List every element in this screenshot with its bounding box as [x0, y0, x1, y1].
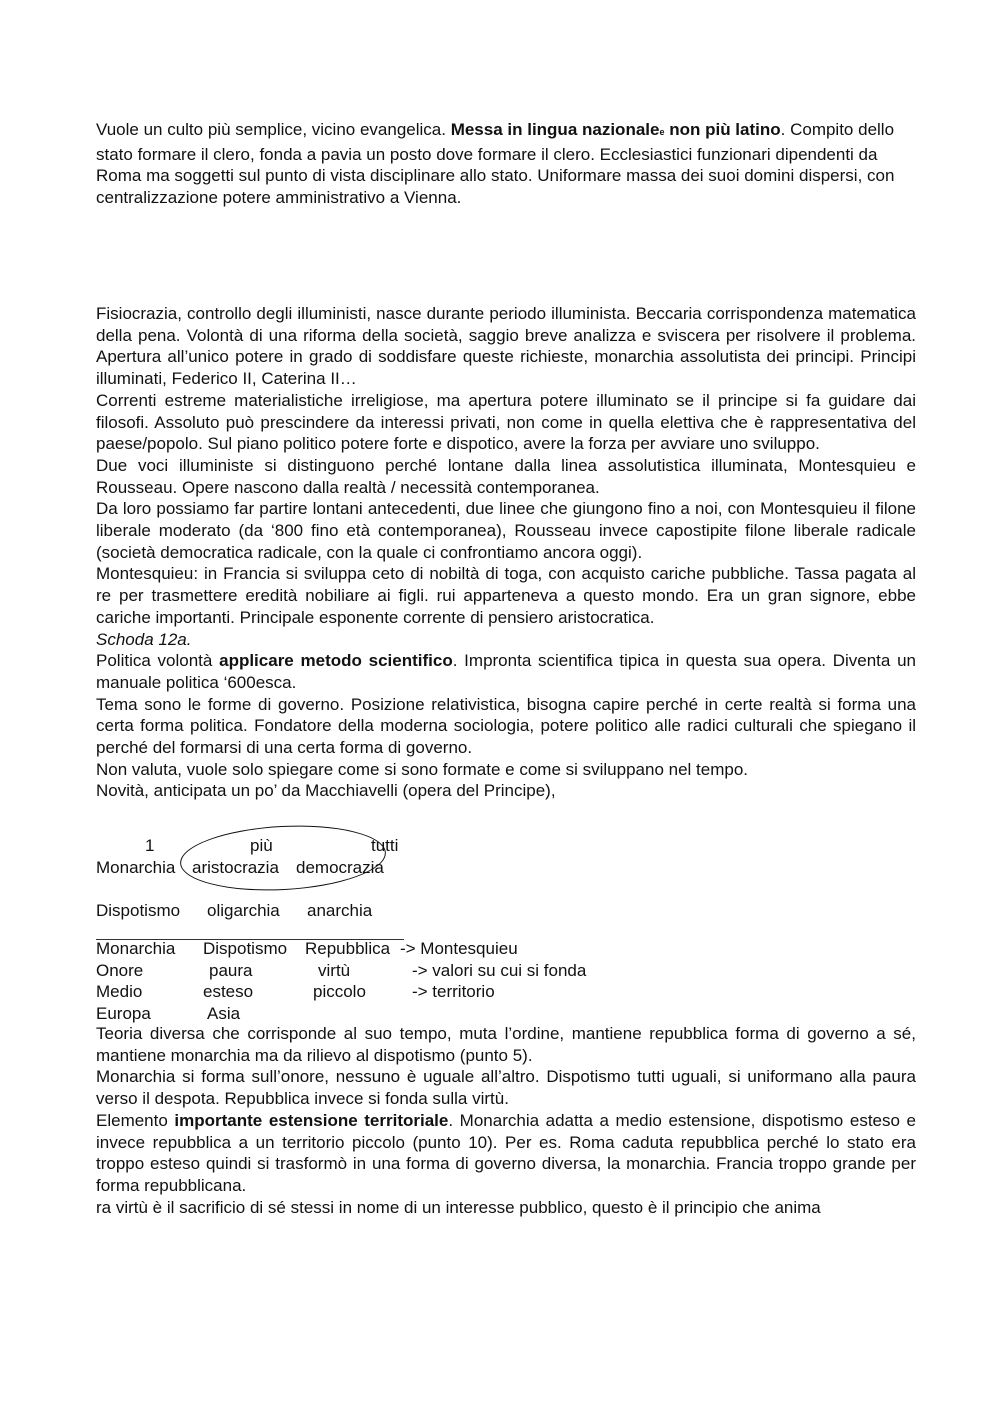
paragraph-antecedenti: Da loro possiamo far partire lontani antecedenti, due linee che giungono fino a noi, con Montesquieu il filone liberale moderato (da ‘800 fino età contemporanea), Rousseau invece capostipite filone liberale radicale (società democratica radicale, con la quale ci confrontiamo ancora oggi).	[96, 499, 916, 562]
form-dispotismo: Dispotismo	[96, 901, 181, 921]
paragraph-metodo: Politica volontà applicare metodo scientifico. Impronta scientifica tipica in questa sua opera. Diventa un manuale politica ‘600esca.	[96, 651, 916, 692]
table-cell: -> territorio	[412, 982, 495, 1002]
notes-body	[96, 303, 916, 802]
bold-phrase: importante estensione territoriale	[174, 1110, 449, 1130]
form-anarchia: anarchia	[307, 901, 373, 921]
table-header-cell: Dispotismo	[203, 939, 288, 958]
paragraph-onore: Monarchia si forma sull’onore, nessuno è uguale all’altro. Dispotismo tutti uguali, si uniformano alla paura verso il despota. Repubblica invece si fonda sulla virtù.	[96, 1067, 916, 1109]
table-header-cell: Monarchia	[96, 939, 176, 958]
table-cell: Europa	[96, 1004, 151, 1024]
paragraph-fisiocrazia: Fisiocrazia, controllo degli illuministi, nasce durante periodo illuminista. Beccaria corrispondenza matematica della pena. Volontà di una riforma della società, saggio breve analizza e sviscera per risolvere il problema. Apertura all’unico potere in grado di soddisfare queste richieste, monarchia assolutista dei principi. Principi illuminati, Federico II, Caterina II…	[96, 304, 916, 389]
paragraph-non-valuta: Non valuta, vuole solo spiegare come si sono formate e come si sviluppano nel tempo.	[96, 759, 749, 779]
table-cell: paura	[209, 960, 253, 980]
header-mark	[480, 0, 520, 4]
paragraph-text: Vuole un culto più semplice, vicino evangelica. Messa in lingua nazionalee non più latino. Compito dello stato formare il clero, fonda a pavia un posto dove formare il clero. Ecclesiastici funzionari dipendenti da Roma ma soggetti sul punto di vista disciplinare allo stato. Uniformare massa dei suoi domini dispersi, con centralizzazione potere amministrativo a Vienna.	[96, 120, 895, 208]
table-cell: piccolo	[313, 982, 366, 1002]
count-many: più	[250, 836, 273, 855]
table-header-cell: -> Montesquieu	[400, 939, 518, 958]
form-aristocrazia: aristocrazia	[192, 857, 279, 877]
table-cell: virtù	[318, 960, 351, 980]
table-row	[96, 1003, 916, 1025]
form-oligarchia: oligarchia	[207, 901, 280, 921]
paragraph-estensione: Elemento importante estensione territoriale. Monarchia adatta a medio estensione, dispotismo esteso e invece repubblica a un territorio piccolo (punto 10). Per es. Roma caduta repubblica perché lo stato era troppo esteso quindi si trasformò in una forma di governo diversa, la monarchia. Francia troppo grande per forma repubblicana.	[96, 1110, 916, 1195]
paragraph-montesquieu: Montesquieu: in Francia si sviluppa ceto di nobiltà di toga, con acquisto cariche pubbliche. Tassa pagata al re per trasmettere eredità nobiliare ai figli. rui apparteneva a questo mondo. Era un gran signore, ebbe cariche importanti. Principale esponente corrente di pensiero aristocratica.	[96, 564, 916, 627]
superscript-mark: e	[659, 127, 665, 137]
bold-phrase: Messa in lingua nazionale	[450, 120, 660, 139]
paragraph-tema: Tema sono le forme di governo. Posizione relativistica, bisogna capire perché in certe realtà si forma una certa forma politica. Fondatore della moderna sociologia, potere politico alle radici culturali che spiegano il perché del formarsi di una certa forma di governo.	[96, 694, 916, 758]
table-cell: Asia	[207, 1004, 241, 1024]
bold-phrase: applicare metodo scientifico	[219, 651, 453, 671]
table-header-row	[96, 938, 916, 960]
diagram-degenerate-row	[96, 900, 916, 922]
table-row	[96, 960, 916, 982]
paragraph-novita: Novità, anticipata un po’ da Macchiavelli (opera del Principe),	[96, 781, 556, 801]
paragraph-virtu: ra virtù è il sacrificio di sé stessi in nome di un interesse pubblico, questo è il principio che anima	[96, 1197, 821, 1217]
count-all: tutti	[371, 836, 399, 855]
forms-diagram	[96, 835, 916, 945]
table-cell: -> valori su cui si fonda	[412, 960, 587, 980]
form-monarchia: Monarchia	[96, 857, 176, 877]
table-row	[96, 981, 916, 1003]
comparison-table	[96, 938, 916, 1026]
table-cell: Onore	[96, 960, 144, 980]
notes-body-continued	[96, 1023, 916, 1218]
paragraph-culto	[96, 119, 916, 209]
paragraph-due-voci: Due voci illuministe si distinguono perché lontane dalla linea assolutistica illuminata, Montesquieu e Rousseau. Opere nascono dalla realtà / necessità contemporanea.	[96, 455, 916, 497]
table-header-cell: Repubblica	[305, 939, 391, 958]
paragraph-correnti: Correnti estreme materialistiche irreligiose, ma apertura potere illuminato se il principe si fa guidare dai filosofi. Assoluto può prescindere da interessi privati, non come in quella elettiva che è rappresentativa del paese/popolo. Sul piano politico potere forte e dispotico, avere la forza per avviare uno sviluppo.	[96, 390, 916, 454]
table-cell: Medio	[96, 982, 143, 1002]
bold-phrase: non più latino	[664, 120, 781, 139]
paragraph-teoria: Teoria diversa che corrisponde al suo tempo, muta l’ordine, mantiene repubblica forma di governo a sé, mantiene monarchia ma da rilievo al dispotismo (punto 5).	[96, 1024, 916, 1065]
paragraph-scheda: Schoda 12a.	[96, 629, 192, 649]
form-democrazia: democrazia	[296, 857, 384, 877]
table-cell: esteso	[203, 982, 254, 1002]
count-one: 1	[145, 836, 155, 855]
